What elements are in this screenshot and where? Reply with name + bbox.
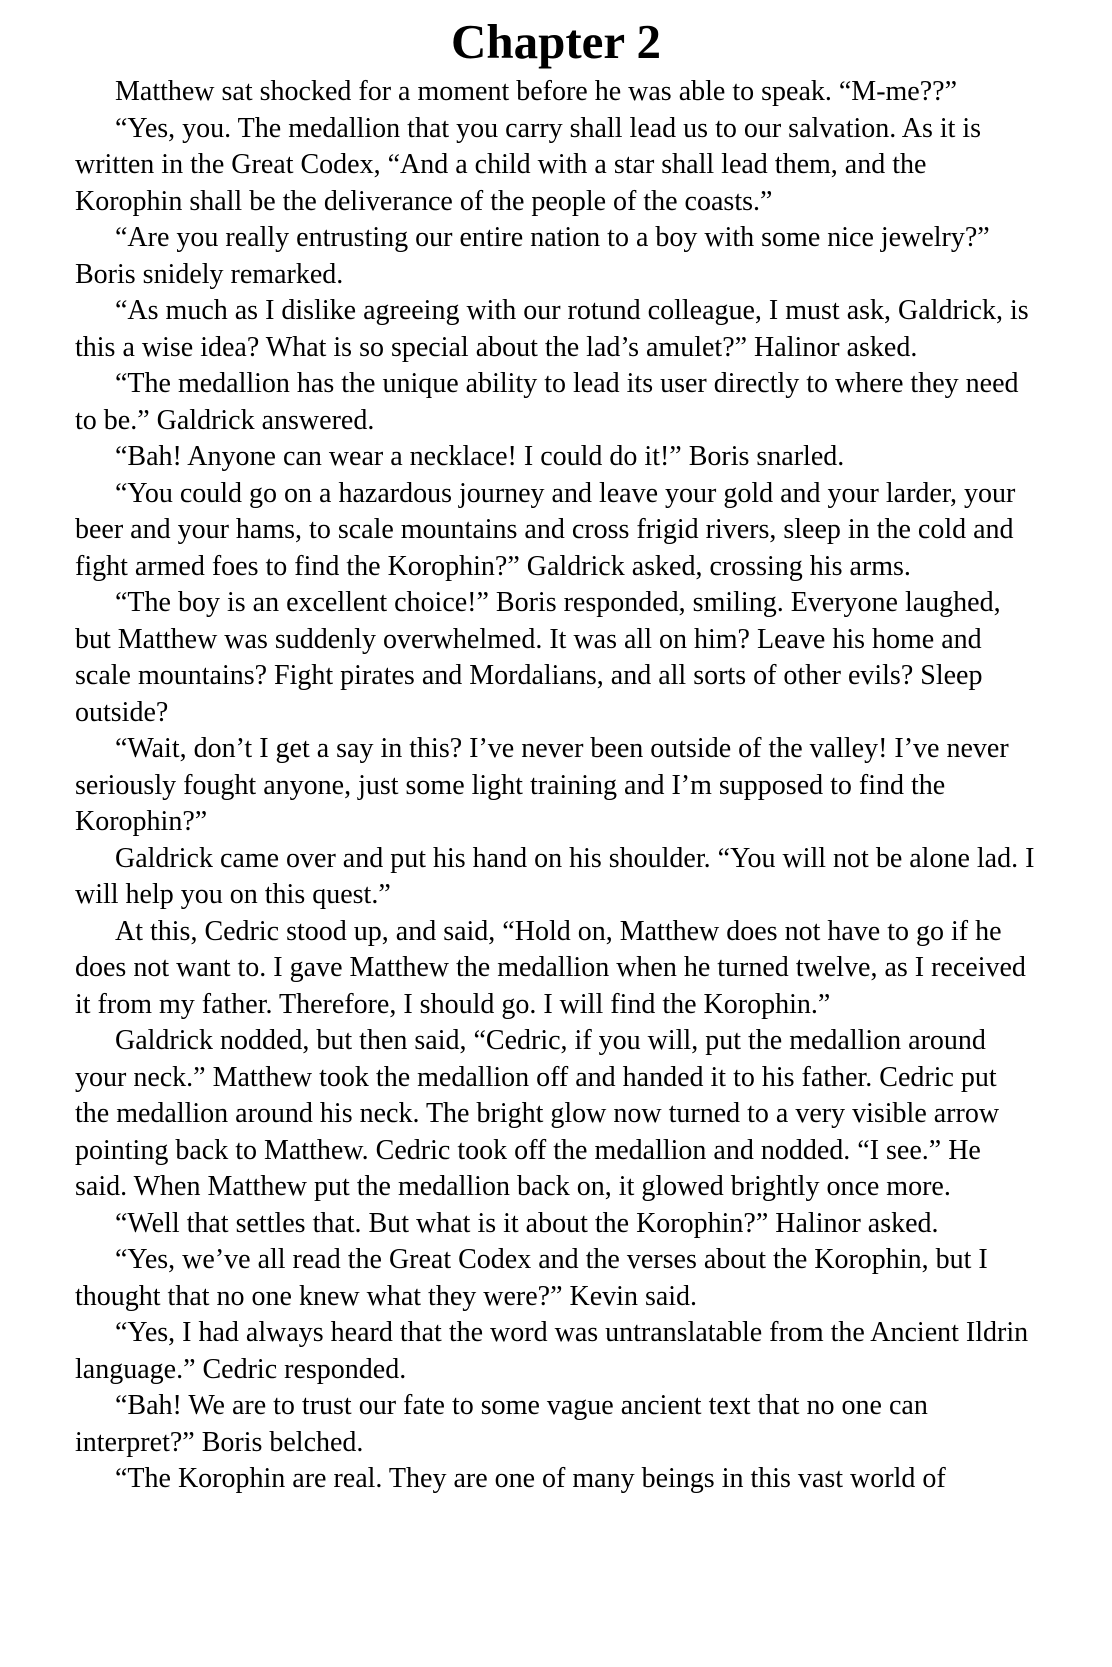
paragraph: “Wait, don’t I get a say in this? I’ve never been outside of the valley! I’ve never seriously fought anyone, just some light training and I’m supposed to find the Korophin?” bbox=[75, 733, 1009, 837]
paragraph: “Yes, you. The medallion that you carry shall lead us to our salvation. As it is written in the Great Codex, “And a child with a star shall lead them, and the Korophin shall be the deliverance of the people of the coasts.” bbox=[75, 112, 982, 217]
paragraph: At this, Cedric stood up, and said, “Hold on, Matthew does not have to go if he does not want to. I gave Matthew the medallion when he turned twelve, as I received it from my father. Therefore, I should go. I will find the Korophin.” bbox=[75, 915, 1026, 1020]
paragraph: “Yes, we’ve all read the Great Codex and the verses about the Korophin, but I thought that no one knew what they were?” Kevin said. bbox=[75, 1244, 988, 1312]
paragraph: “Bah! We are to trust our fate to some vague ancient text that no one can interpret?” Boris belched. bbox=[75, 1390, 928, 1458]
paragraph: “You could go on a hazardous journey and leave your gold and your larder, your beer and your hams, to scale mountains and cross frigid rivers, sleep in the cold and fight armed foes to find the Korophin?” Galdrick asked, crossing his arms. bbox=[75, 477, 1016, 582]
paragraph: Galdrick came over and put his hand on his shoulder. “You will not be alone lad. I will help you on this quest.” bbox=[75, 842, 1035, 910]
paragraph: Galdrick nodded, but then said, “Cedric, if you will, put the medallion around your neck.” Matthew took the medallion off and handed it to his father. Cedric put the medallion around his neck. The bright glow now turned to a very visible arrow pointing back to Matthew. Cedric took off the medallion and nodded. “I see.” He said. When Matthew put the medallion back on, it glowed brightly once more. bbox=[75, 1025, 1000, 1202]
paragraph: “As much as I dislike agreeing with our rotund colleague, I must ask, Galdrick, is this a wise idea? What is so special about the lad’s amulet?” Halinor asked. bbox=[75, 295, 1029, 363]
paragraph: “The medallion has the unique ability to lead its user directly to where they need to be.” Galdrick answered. bbox=[75, 368, 1019, 436]
chapter-title: Chapter 2 bbox=[450, 14, 662, 69]
paragraph: “The Korophin are real. They are one of many beings in this vast world of bbox=[115, 1463, 946, 1494]
paragraph: “Are you really entrusting our entire nation to a boy with some nice jewelry?” Boris snidely remarked. bbox=[75, 222, 990, 290]
paragraph: Matthew sat shocked for a moment before he was able to speak. “M-me??” bbox=[115, 76, 958, 107]
paragraph: “Bah! Anyone can wear a necklace! I could do it!” Boris snarled. bbox=[115, 441, 845, 472]
chapter-body bbox=[75, 74, 1035, 1498]
paragraph: “Well that settles that. But what is it about the Korophin?” Halinor asked. bbox=[115, 1207, 939, 1239]
paragraph: “The boy is an excellent choice!” Boris responded, smiling. Everyone laughed, but Matthew was suddenly overwhelmed. It was all on him? Leave his home and scale mountains? Fight pirates and Mordalians, and all sorts of other evils? Sleep outside? bbox=[75, 587, 1001, 728]
paragraph: “Yes, I had always heard that the word was untranslatable from the Ancient Ildrin language.” Cedric responded. bbox=[75, 1317, 1029, 1385]
